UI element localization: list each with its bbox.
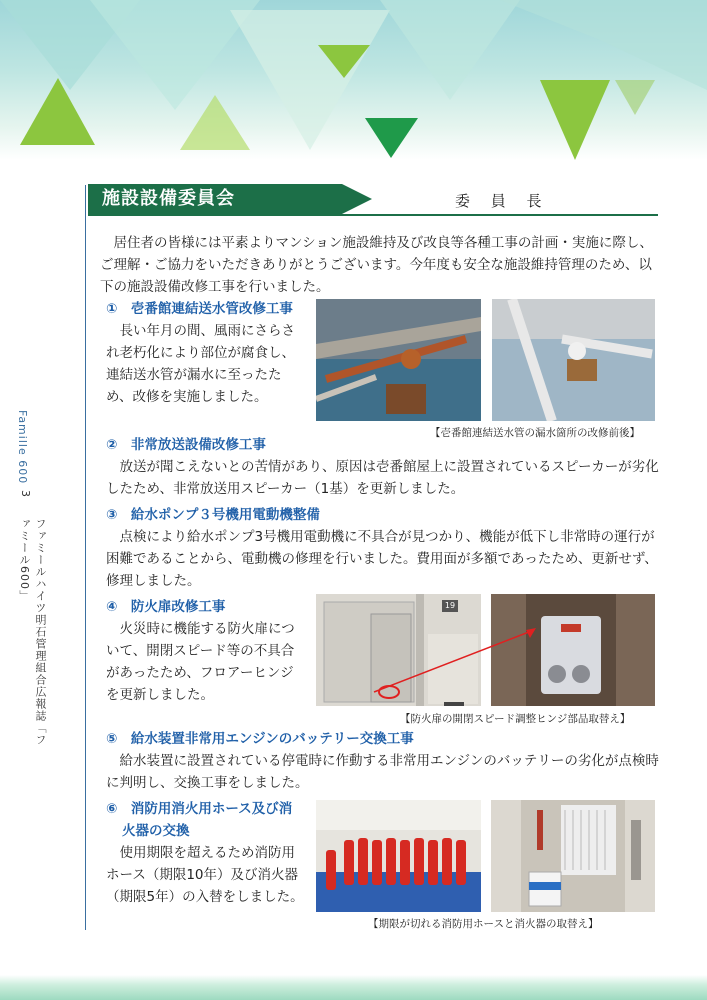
item1-heading: ① 壱番館連結送水管改修工事 xyxy=(106,301,293,317)
item6-heading-line2: 火器の交換 xyxy=(122,823,190,839)
item4-heading: ④ 防火扉改修工事 xyxy=(106,599,226,615)
title-arrow xyxy=(342,184,372,214)
publication-title: ファミールハイツ明石管理組合広報誌「ファミール600」 xyxy=(18,518,47,746)
item2-heading: ② 非常放送設備改修工事 xyxy=(106,437,266,453)
title-underline xyxy=(88,214,658,216)
header-banner xyxy=(0,0,707,160)
left-rule xyxy=(85,185,86,930)
author-role: 委 員 長 xyxy=(455,192,550,210)
item6-body: 使用期限を超えるため消防用ホース（期限10年）及び消火器（期限5年）の入替をしました。 xyxy=(106,845,304,905)
item5-body: 給水装置に設置されている停電時に作動する非常用エンジンのバッテリーの劣化が点検時に判明し、交換工事をしました。 xyxy=(106,753,659,791)
item5-heading: ⑤ 給水装置非常用エンジンのバッテリー交換工事 xyxy=(106,731,414,747)
footer-band xyxy=(0,975,707,1000)
article-title: 施設設備委員会 xyxy=(88,184,342,214)
fire-hose-photo xyxy=(491,800,655,912)
intro-paragraph: 居住者の皆様には平素よりマンション施設維持及び改良等各種工事の計画・実施に際し、ご理解・ご協力をいただきありがとうございます。今年度も安全な施設維持管理のため、以下の施設設備改修工事を行いました。 xyxy=(100,235,653,295)
item4-body: 火災時に機能する防火扉について、開閉スピード等の不具合があったため、フロアーヒンジを更新しました。 xyxy=(106,621,295,703)
item1-body: 長い年月の間、風雨にさらされ老朽化により部位が腐食し、連結送水管が漏水に至ったため、改修を実施しました。 xyxy=(106,323,295,405)
sidebar xyxy=(0,390,50,750)
item1-caption: 【壱番館連結送水管の漏水箇所の改修前後】 xyxy=(430,427,640,439)
page-number: 3 xyxy=(19,490,32,497)
door-number-plate: 19 xyxy=(442,600,458,612)
item6-caption: 【期限が切れる消防用ホースと消火器の取替え】 xyxy=(368,918,599,930)
item6-heading-line1: ⑥ 消防用消火用ホース及び消 xyxy=(106,801,293,817)
pipe-after-photo xyxy=(492,299,655,421)
header-triangles-graphic xyxy=(0,0,707,160)
item3-body: 点検により給水ポンプ3号機用電動機に不具合が見つかり、機能が低下し非常時の運行が困難であることから、電動機の修理を行いました。費用面が多額であったため、更新せず、修理しました。 xyxy=(106,529,658,589)
pipe-before-photo xyxy=(316,299,481,421)
item3-heading: ③ 給水ポンプ３号機用電動機整備 xyxy=(106,507,320,523)
item4-caption: 【防火扉の開閉スピード調整ヒンジ部品取替え】 xyxy=(400,713,631,725)
item2-body: 放送が聞こえないとの苦情があり、原因は壱番館屋上に設置されているスピーカーが劣化したため、非常放送用スピーカー（1基）を更新しました。 xyxy=(106,459,659,497)
pointer-arrow xyxy=(366,620,556,700)
magazine-name: Famille 600 xyxy=(16,410,29,485)
extinguishers-photo xyxy=(316,800,481,912)
